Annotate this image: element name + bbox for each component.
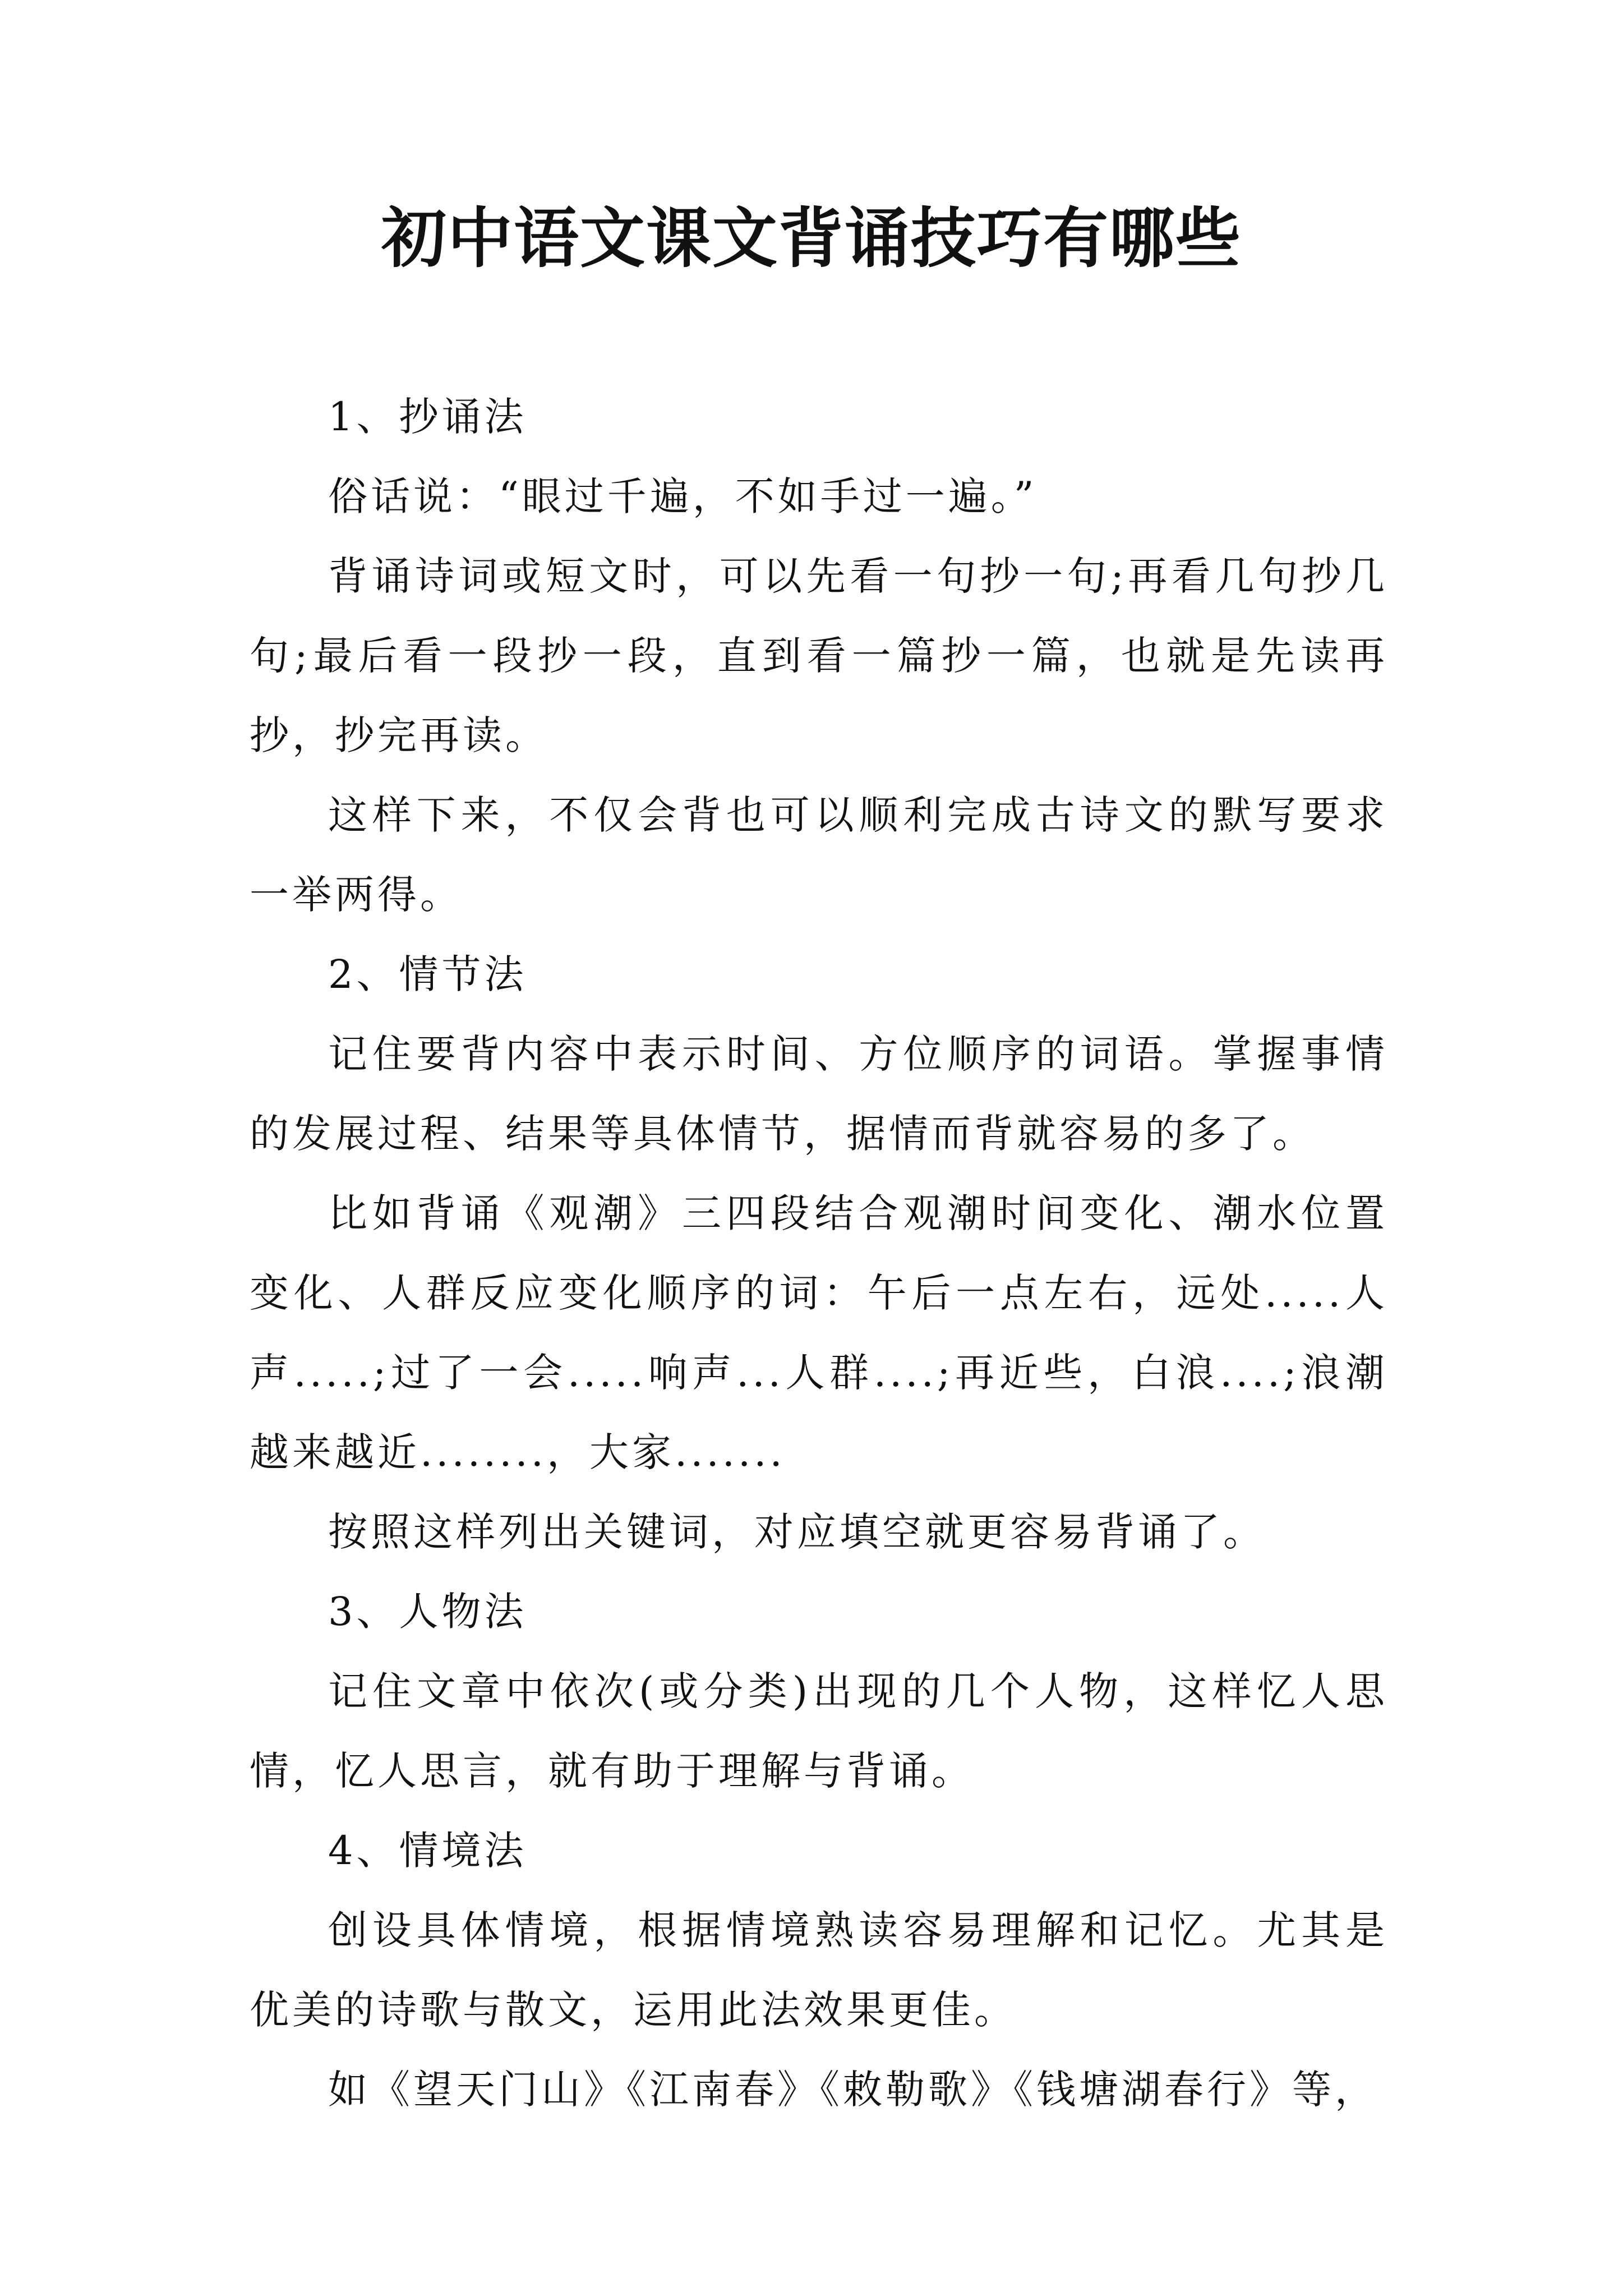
- paragraph: 记住文章中依次(或分类)出现的几个人物，这样忆人思情，忆人思言，就有助于理解与背诵。: [250, 1668, 1388, 1794]
- paragraph: 俗话说：“眼过千遍，不如手过一遍。”: [328, 473, 1038, 519]
- paragraph: 记住要背内容中表示时间、方位顺序的词语。掌握事情的发展过程、结果等具体情节，据情而背就容易的多了。: [250, 1031, 1388, 1157]
- section-heading-scenario: 4、情境法: [328, 1828, 527, 1874]
- section-heading-character: 3、人物法: [328, 1589, 527, 1635]
- document-body: [250, 377, 1388, 2129]
- paragraph: 比如背诵《观潮》三四段结合观潮时间变化、潮水位置变化、人群反应变化顺序的词：午后一点左右，远处.....人声.....;过了一会.....响声...人群....;再近些，白浪....;浪潮越来越近........，大家.......: [250, 1190, 1388, 1475]
- document-title: 初中语文课文背诵技巧有哪些: [381, 200, 1242, 277]
- paragraph: 创设具体情境，根据情境熟读容易理解和记忆。尤其是优美的诗歌与散文，运用此法效果更佳。: [250, 1907, 1388, 2033]
- paragraph: 背诵诗词或短文时，可以先看一句抄一句;再看几句抄几句;最后看一段抄一段，直到看一篇抄一篇，也就是先读再抄，抄完再读。: [250, 553, 1388, 758]
- section-heading-plot: 2、情节法: [328, 951, 527, 997]
- paragraph: 这样下来，不仅会背也可以顺利完成古诗文的默写要求一举两得。: [250, 792, 1388, 918]
- paragraph: 如《望天门山》《江南春》《敕勒歌》《钱塘湖春行》等，: [328, 2067, 1377, 2113]
- section-heading-copy-recite: 1、抄诵法: [328, 394, 527, 440]
- paragraph: 按照这样列出关键词，对应填空就更容易背诵了。: [328, 1509, 1266, 1555]
